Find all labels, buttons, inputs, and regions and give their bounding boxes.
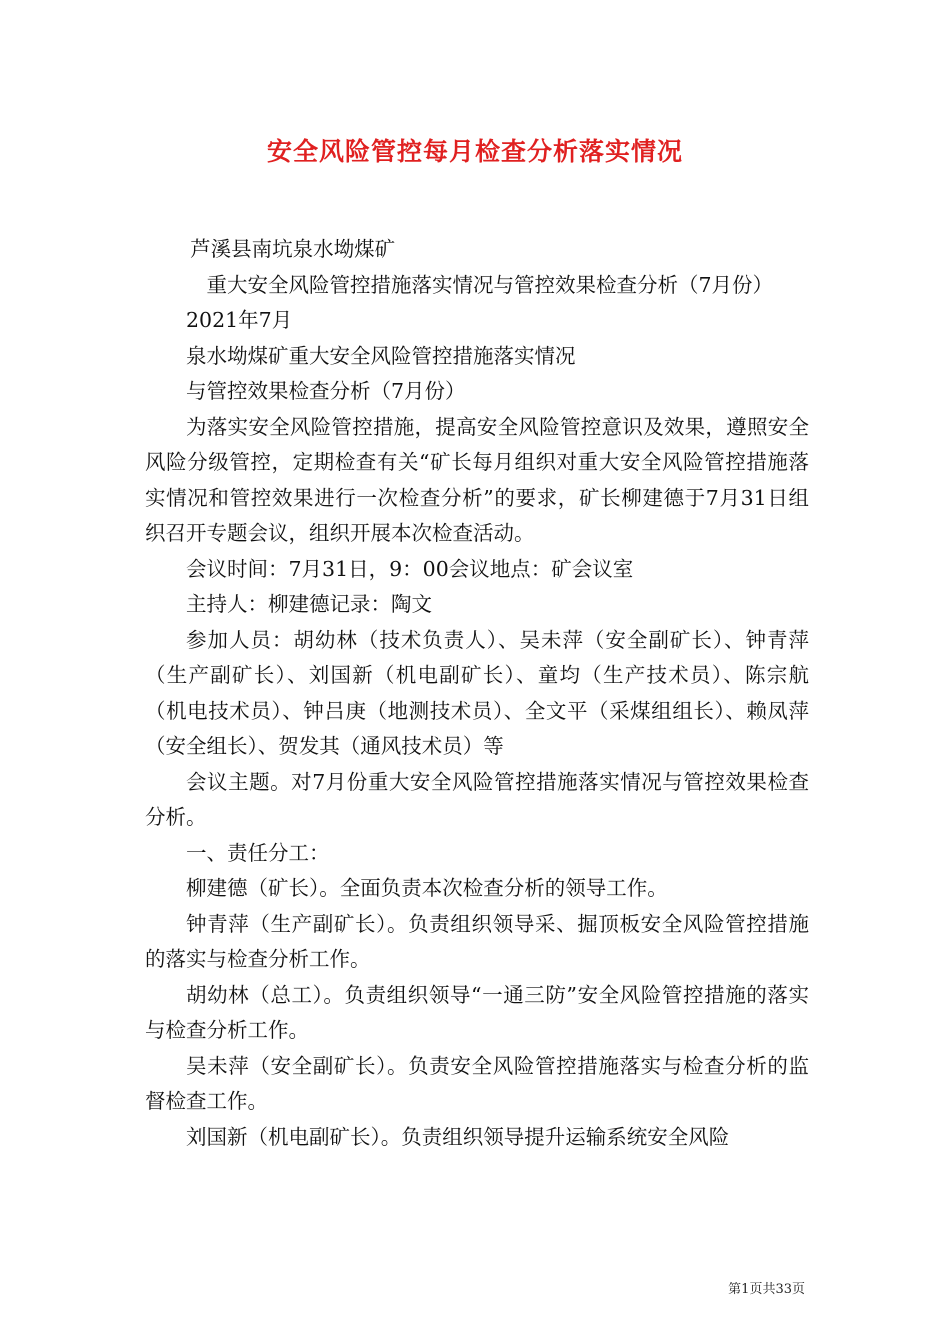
meeting-attendees: 参加人员：胡幼林（技术负责人）、吴未萍（安全副矿长）、钟青萍（生产副矿长）、刘国新（机电副矿长）、童均（生产技术员）、陈宗航（机电技术员）、钟吕庚（地测技术员）、全文平（采煤组组长）、赖凤萍（安全组长）、贺发其（通风技术员）等 [145,627,809,758]
duty-item: 刘国新（机电副矿长）。负责组织领导提升运输系统安全风险 [186,1124,730,1149]
section-heading: 一、责任分工： [186,840,330,865]
organization-line: 芦溪县南坑泉水坳煤矿 [190,237,396,261]
document-body [145,232,809,1155]
report-date: 2021年7月 [186,308,293,332]
report-heading-line-1: 泉水坳煤矿重大安全风险管控措施落实情况 [186,343,576,368]
duty-item: 钟青萍（生产副矿长）。负责组织领导采、掘顶板安全风险管控措施的落实与检查分析工作。 [145,911,809,971]
duty-item: 吴未萍（安全副矿长）。负责安全风险管控措施落实与检查分析的监督检查工作。 [145,1053,809,1113]
report-heading-line-2: 与管控效果检查分析（7月份） [186,379,466,403]
meeting-time-location: 会议时间：7月31日，9：00会议地点：矿会议室 [186,556,634,581]
page-title: 安全风险管控每月检查分析落实情况 [266,137,683,166]
duty-item: 柳建德（矿长）。全面负责本次检查分析的领导工作。 [186,876,668,900]
duty-item: 胡幼林（总工）。负责组织领导“一通三防”安全风险管控措施的落实与检查分析工作。 [145,982,809,1042]
meeting-host-recorder: 主持人：柳建德记录：陶文 [186,592,432,616]
intro-paragraph: 为落实安全风险管控措施，提高安全风险管控意识及效果，遵照安全风险分级管控，定期检查有关“矿长每月组织对重大安全风险管控措施落实情况和管控效果进行一次检查分析”的要求，矿长柳建德于7月31日组织召开专题会议，组织开展本次检查活动。 [145,414,809,545]
page-number: 第1页共33页 [728,1282,805,1297]
report-subject: 重大安全风险管控措施落实情况与管控效果检查分析（7月份） [206,272,774,297]
meeting-topic: 会议主题。对7月份重大安全风险管控措施落实情况与管控效果检查分析。 [145,769,809,829]
